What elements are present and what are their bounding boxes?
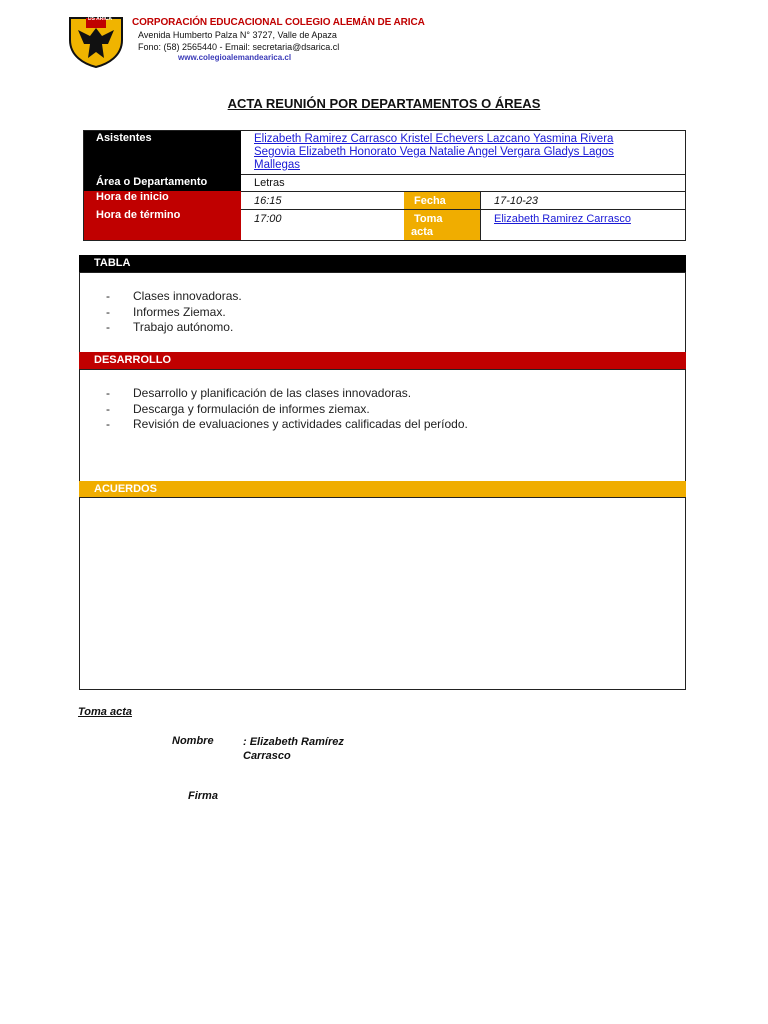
nombre-value <box>243 735 344 763</box>
nombre-value-line-2: Carrasco <box>243 750 291 762</box>
desarrollo-heading: DESARROLLO <box>79 352 686 369</box>
area-value: Letras <box>254 177 285 189</box>
asistentes-line-1[interactable]: Elizabeth Ramirez Carrasco Kristel Echevers Lazcano Yasmina Rivera <box>254 133 614 145</box>
organization-name: CORPORACIÓN EDUCACIONAL COLEGIO ALEMÁN DE ARICA <box>132 17 425 28</box>
tabla-heading: TABLA <box>79 255 686 272</box>
area-label-cell <box>84 174 241 191</box>
list-item: - Desarrollo y planificación de las clases innovadoras. <box>106 386 412 400</box>
firma-label: Firma <box>188 790 218 802</box>
inicio-label-cell <box>84 191 241 209</box>
list-item: - Trabajo autónomo. <box>106 320 234 335</box>
list-item: - Descarga y formulación de informes ziemax. <box>106 401 370 416</box>
organization-address: Avenida Humberto Palza N° 3727, Valle de Apaza <box>138 30 337 40</box>
acuerdos-section <box>79 497 686 690</box>
termino-label: Hora de término <box>96 209 181 221</box>
tabla-section <box>79 272 686 352</box>
termino-label-cell <box>84 209 241 240</box>
fecha-label-cell <box>404 192 480 209</box>
organization-contact: Fono: (58) 2565440 - Email: secretaria@dsarica.cl <box>138 42 340 52</box>
asistentes-label: Asistentes <box>96 132 152 144</box>
tabla-list <box>106 289 242 336</box>
asistentes-label-cell <box>84 131 241 174</box>
toma-acta-value[interactable]: Elizabeth Ramirez Carrasco <box>494 213 631 225</box>
organization-website[interactable]: www.colegioalemandearica.cl <box>178 53 292 62</box>
fecha-value: 17-10-23 <box>494 195 539 207</box>
toma-acta-label-cell <box>404 210 480 240</box>
nombre-label: Nombre <box>172 735 214 747</box>
inicio-label: Hora de inicio <box>96 191 169 203</box>
toma-acta-label-1: Toma <box>414 213 443 225</box>
inicio-value: 16:15 <box>254 195 282 207</box>
desarrollo-section <box>79 369 686 481</box>
nombre-value-line-1: : Elizabeth Ramírez <box>243 736 344 748</box>
document-title: ACTA REUNIÓN POR DEPARTAMENTOS O ÁREAS <box>227 96 541 111</box>
list-item: - Clases innovadoras. <box>106 289 242 303</box>
logo-text: DS ARICA <box>88 16 112 22</box>
meeting-info-table <box>83 130 686 241</box>
asistentes-value <box>241 133 685 174</box>
termino-value: 17:00 <box>254 213 282 225</box>
list-item: - Informes Ziemax. <box>106 304 226 319</box>
school-logo <box>68 14 124 68</box>
toma-acta-label-2: acta <box>411 226 434 238</box>
toma-acta-footer-label: Toma acta <box>78 706 133 718</box>
asistentes-line-3[interactable]: Mallegas <box>254 159 301 171</box>
desarrollo-list <box>106 386 468 433</box>
area-label: Área o Departamento <box>96 176 208 188</box>
acuerdos-heading: ACUERDOS <box>79 481 686 498</box>
list-item: - Revisión de evaluaciones y actividades calificadas del período. <box>106 417 468 432</box>
fecha-label: Fecha <box>414 195 446 207</box>
asistentes-line-2[interactable]: Segovia Elizabeth Honorato Vega Natalie Angel Vergara Gladys Lagos <box>254 146 614 158</box>
